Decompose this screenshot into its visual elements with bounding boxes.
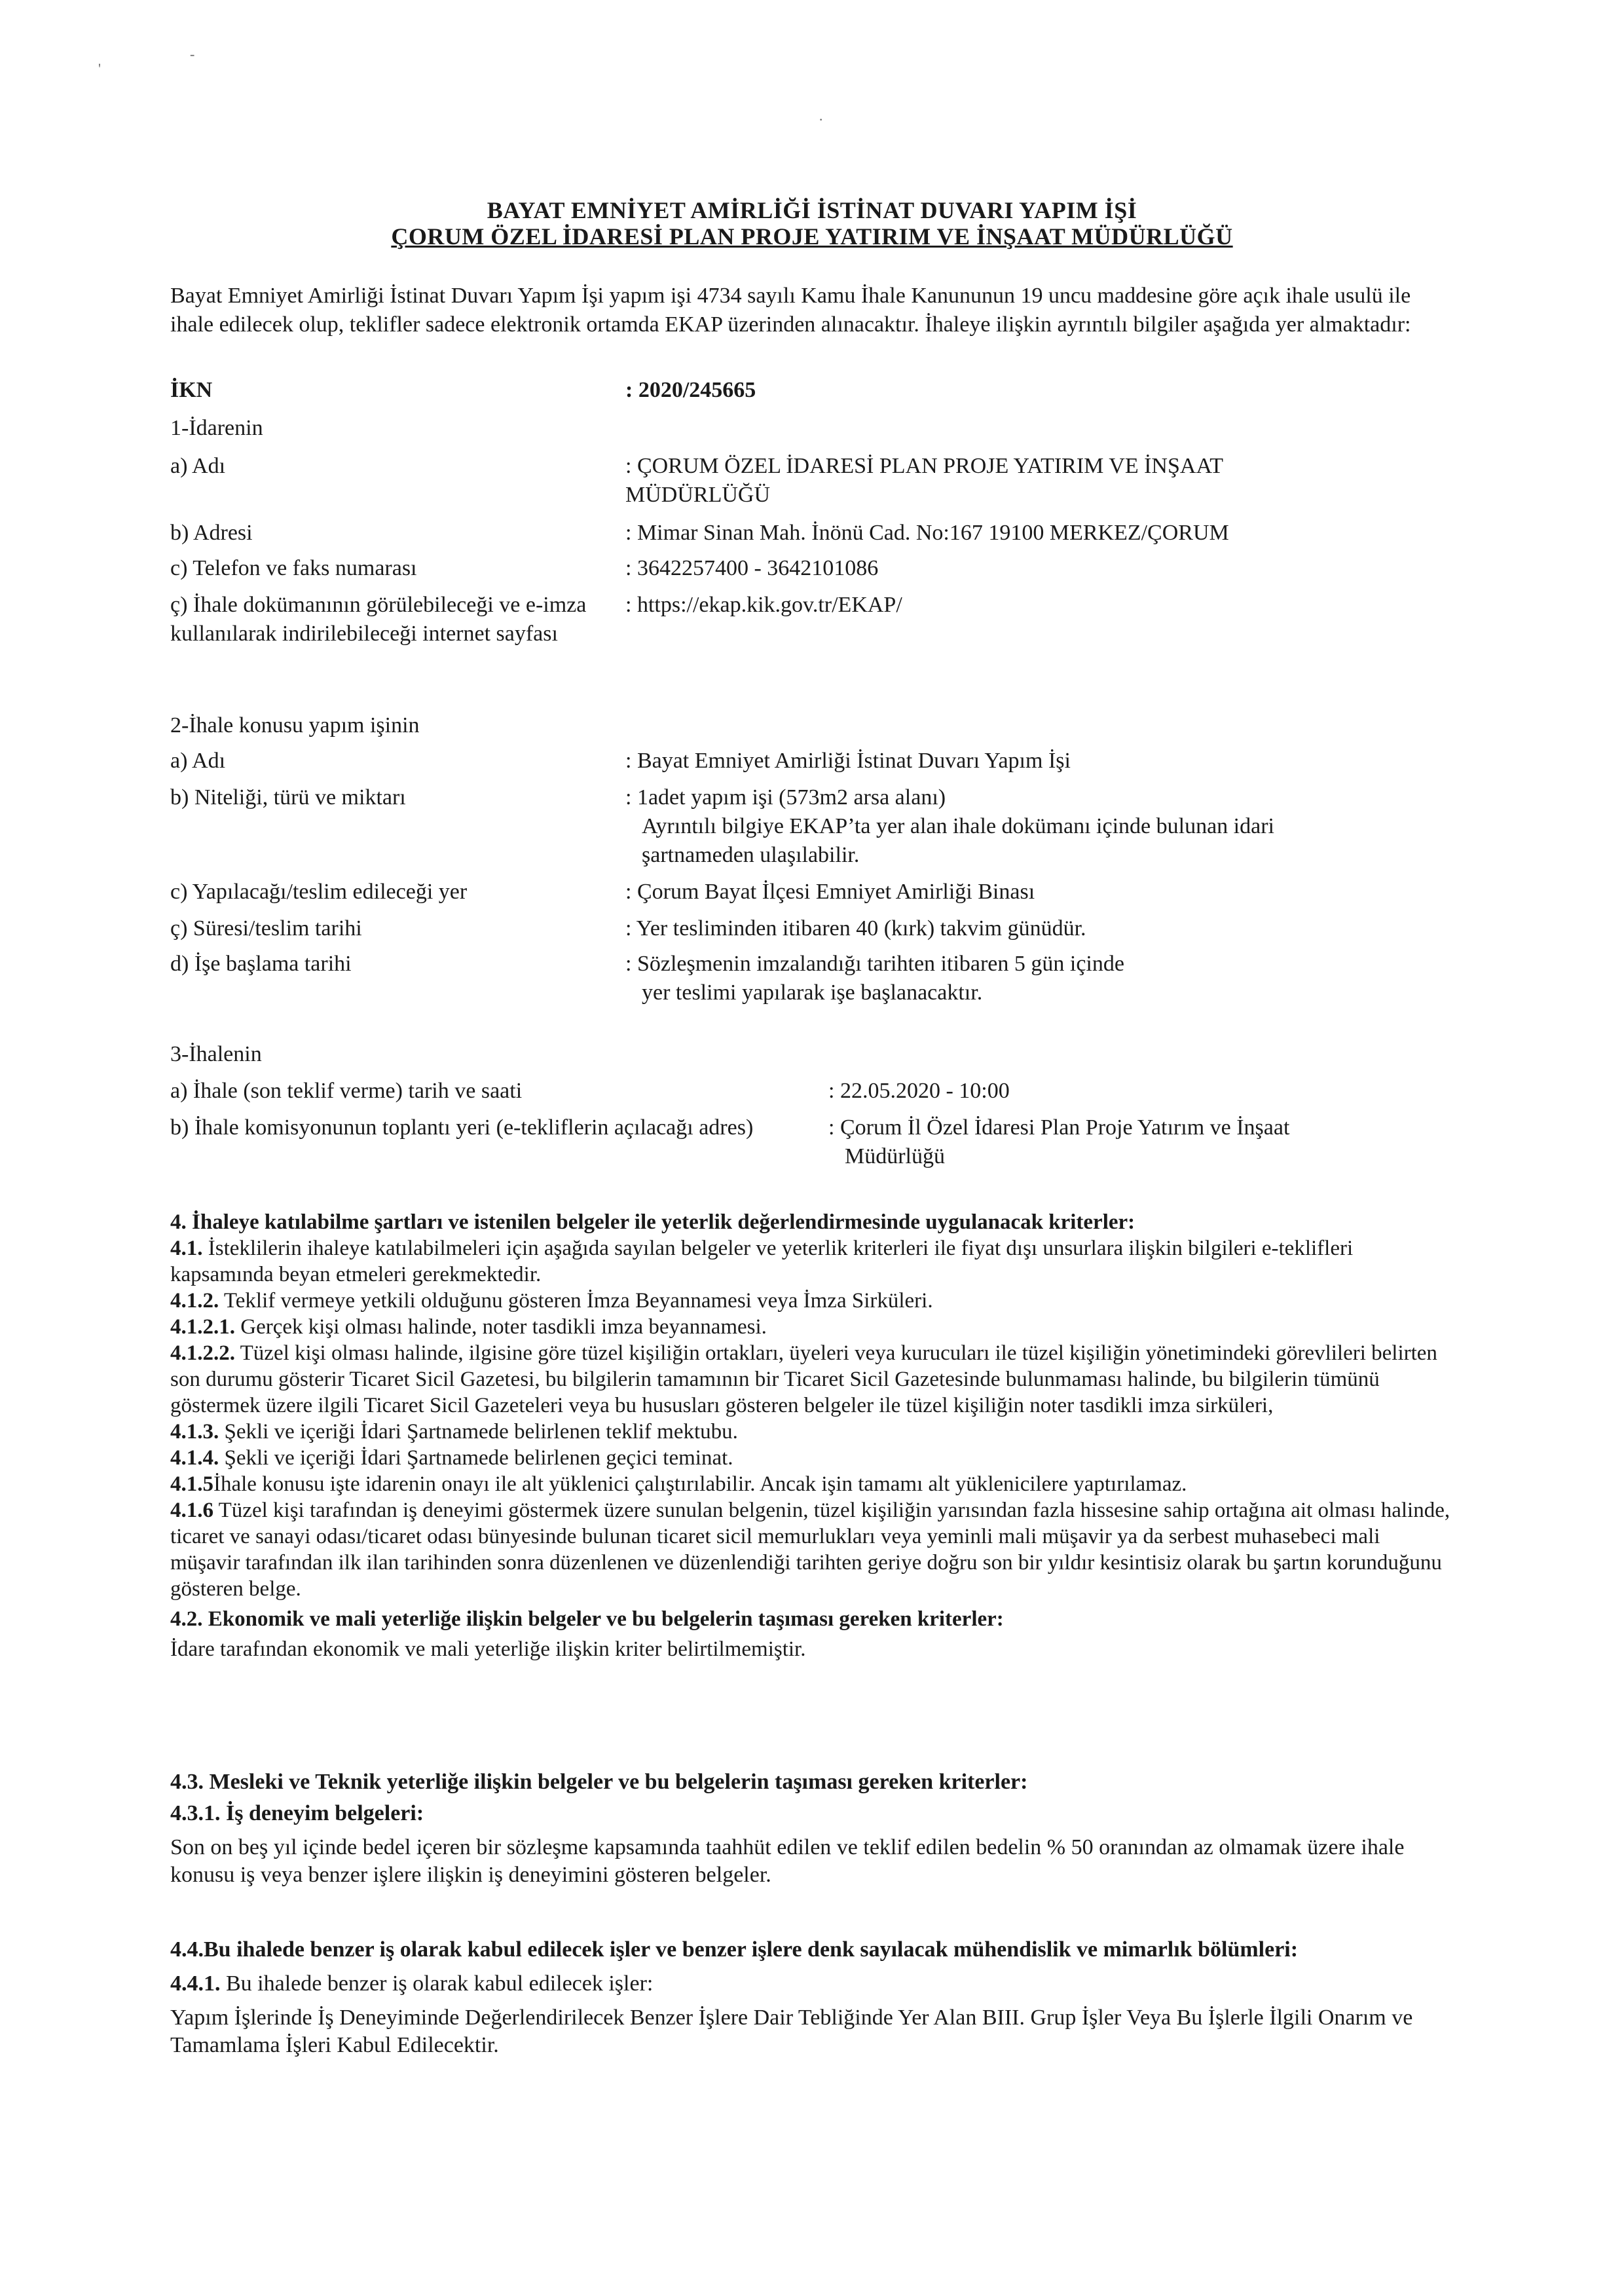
section2-b-label: b) Niteliği, türü ve miktarı: [170, 785, 406, 810]
section4-3-block: [170, 1768, 1454, 1889]
para-4-1-3: 4.1.3. Şekli ve içeriği İdari Şartnamede belirlenen teklif mektubu.: [170, 1420, 738, 1444]
section3-heading: 3-İhalenin: [170, 1042, 262, 1066]
scan-speck: ': [98, 60, 101, 77]
section2-c-value: : Çorum Bayat İlçesi Emniyet Amirliği Binası: [625, 880, 1035, 904]
intro-paragraph: Bayat Emniyet Amirliği İstinat Duvarı Yapım İşi yapım işi 4734 sayılı Kamu İhale Kanununun 19 uncu maddesine göre açık ihale usulü ile ihale edilecek olup, teklifler sadece elektronik ortamda EKAP üzerinden alınacaktır. İhaleye ilişkin ayrıntılı bilgiler aşağıda yer almaktadır:: [170, 284, 1411, 337]
para-4-1-5: 4.1.5İhale konusu işte idarenin onayı ile alt yüklenici çalıştırılabilir. Ancak işin tamamı alt yüklenicilere yaptırılamaz.: [170, 1472, 1187, 1496]
para-4-1-2-1: 4.1.2.1. Gerçek kişi olması halinde, noter tasdikli imza beyannamesi.: [170, 1315, 767, 1339]
section3-b-value-1: : Çorum İl Özel İdaresi Plan Proje Yatırım ve İnşaat: [828, 1115, 1290, 1140]
ikn-label: İKN: [170, 378, 213, 402]
section2-cc-value: : Yer tesliminden itibaren 40 (kırk) takvim günüdür.: [625, 916, 1086, 941]
section1-cc-label: ç) İhale dokümanının görülebileceği ve e-imza kullanılarak indirilebileceği internet sayfası: [170, 593, 587, 646]
section1-heading: 1-İdarenin: [170, 416, 263, 440]
section1-a-label: a) Adı: [170, 454, 226, 478]
section1-c-value: : 3642257400 - 3642101086: [625, 556, 879, 580]
para-4-1-2: 4.1.2. Teklif vermeye yetkili olduğunu gösteren İmza Beyannamesi veya İmza Sirküleri.: [170, 1289, 933, 1313]
heading-4-4: 4.4.Bu ihalede benzer iş olarak kabul edilecek işler ve benzer işlere denk sayılacak mühendislik ve mimarlık bölümleri:: [170, 1937, 1299, 1962]
section1-a-value: : ÇORUM ÖZEL İDARESİ PLAN PROJE YATIRIM VE İNŞAAT MÜDÜRLÜĞÜ: [625, 454, 1223, 507]
section3-b-value-2: Müdürlüğü: [845, 1144, 945, 1168]
section2-d-value-1: : Sözleşmenin imzalandığı tarihten itibaren 5 gün içinde: [625, 952, 1124, 976]
para-4-4-1: 4.4.1. Bu ihalede benzer iş olarak kabul edilecek işler:: [170, 1971, 654, 1996]
para-4-1: 4.1. İsteklilerin ihaleye katılabilmeleri için aşağıda sayılan belgeler ve yeterlik kriterleri ile fiyat dışı unsurlara ilişkin bilgileri e-teklifleri kapsamında beyan etmeleri gerekmektedir.: [170, 1237, 1354, 1286]
section1-cc-value: : https://ekap.kik.gov.tr/EKAP/: [625, 593, 902, 617]
section2-b-value-2: Ayrıntılı bilgiye EKAP’ta yer alan ihale dokümanı içinde bulunan idari şartnameden ulaşılabilir.: [642, 814, 1274, 867]
document-title-line2: ÇORUM ÖZEL İDARESİ PLAN PROJE YATIRIM VE İNŞAAT MÜDÜRLÜĞÜ: [391, 223, 1233, 250]
section2-heading: 2-İhale konusu yapım işinin: [170, 713, 420, 737]
section2-a-value: : Bayat Emniyet Amirliği İstinat Duvarı Yapım İşi: [625, 749, 1071, 773]
heading-4-3: 4.3. Mesleki ve Teknik yeterliğe ilişkin belgeler ve bu belgelerin taşıması gereken kriterler:: [170, 1770, 1028, 1794]
heading-4-2: 4.2. Ekonomik ve mali yeterliğe ilişkin belgeler ve bu belgelerin taşıması gereken kriterler:: [170, 1607, 1004, 1631]
section4-heading: 4. İhaleye katılabilme şartları ve istenilen belgeler ile yeterlik değerlendirmesinde uygulanacak kriterler:: [170, 1210, 1135, 1234]
section2-b-value-1: : 1adet yapım işi (573m2 arsa alanı): [625, 785, 946, 810]
para-4-2: İdare tarafından ekonomik ve mali yeterliğe ilişkin kriter belirtilmemiştir.: [170, 1637, 806, 1661]
para-4-4-1-body: Yapım İşlerinde İş Deneyiminde Değerlendirilecek Benzer İşlere Dair Tebliğinde Yer Alan BIII. Grup İşler Veya Bu İşlerle İlgili Onarım ve Tamamlama İşleri Kabul Edilecektir.: [170, 2006, 1413, 2057]
section4-4-block: [170, 1936, 1454, 2059]
section2-d-value-2: yer teslimi yapılarak işe başlanacaktır.: [642, 980, 983, 1005]
section3-a-value: : 22.05.2020 - 10:00: [828, 1079, 1010, 1103]
scan-speck: ·: [819, 111, 824, 128]
section1-b-label: b) Adresi: [170, 521, 253, 545]
section1-b-value: : Mimar Sinan Mah. İnönü Cad. No:167 19100 MERKEZ/ÇORUM: [625, 521, 1229, 545]
heading-4-3-1: 4.3.1. İş deneyim belgeleri:: [170, 1801, 424, 1825]
document-title-line1: BAYAT EMNİYET AMİRLİĞİ İSTİNAT DUVARI YAPIM İŞİ: [487, 197, 1137, 223]
section2-a-label: a) Adı: [170, 749, 226, 773]
section3-b-label: b) İhale komisyonunun toplantı yeri (e-tekliflerin açılacağı adres): [170, 1115, 754, 1140]
para-4-3-1: Son on beş yıl içinde bedel içeren bir sözleşme kapsamında taahhüt edilen ve teklif edilen bedelin % 50 oranından az olmamak üzere ihale konusu iş veya benzer işlere ilişkin iş deneyimini gösteren belgeler.: [170, 1835, 1405, 1887]
scan-speck: -: [190, 46, 195, 62]
section2-c-label: c) Yapılacağı/teslim edileceği yer: [170, 880, 468, 904]
section1-c-label: c) Telefon ve faks numarası: [170, 556, 417, 580]
section3-a-label: a) İhale (son teklif verme) tarih ve saati: [170, 1079, 523, 1103]
section2-cc-label: ç) Süresi/teslim tarihi: [170, 916, 362, 941]
para-4-1-4: 4.1.4. Şekli ve içeriği İdari Şartnamede belirlenen geçici teminat.: [170, 1446, 733, 1470]
para-4-1-2-2: 4.1.2.2. Tüzel kişi olması halinde, ilgisine göre tüzel kişiliğin ortakları, üyeleri veya kurucuları ile tüzel kişiliğin yönetimindeki görevlileri belirten son durumu gösterir Ticaret Sicil Gazetesi, bu bilgilerin tamamının bir Ticaret Sicil Gazetesinde bulunmaması halinde, bu bilgilerin tümünü göstermek üzere ilgili Ticaret Sicil Gazeteleri veya bu hususları gösteren belgeler ile tüzel kişiliğin noter tasdikli imza sirküleri,: [170, 1341, 1437, 1417]
section2-d-label: d) İşe başlama tarihi: [170, 952, 352, 976]
para-4-1-6: 4.1.6 Tüzel kişi tarafından iş deneyimi göstermek üzere sunulan belgenin, tüzel kişiliğin yarısından fazla hissesine sahip ortağına ait olması halinde, ticaret ve sanayi odası/ticaret odası bünyesinde bulunan ticaret sicil memurlukları veya yeminli mali müşavir ya da serbest muhasebeci mali müşavir tarafından ilk ilan tarihinden sonra düzenlenen ve düzenlendiği tarihten geriye doğru son bir yıldır kesintisiz olarak bu şartın korunduğunu gösteren belge.: [170, 1499, 1450, 1601]
ikn-value: : 2020/245665: [625, 378, 756, 402]
section4-block: [170, 1209, 1454, 1662]
